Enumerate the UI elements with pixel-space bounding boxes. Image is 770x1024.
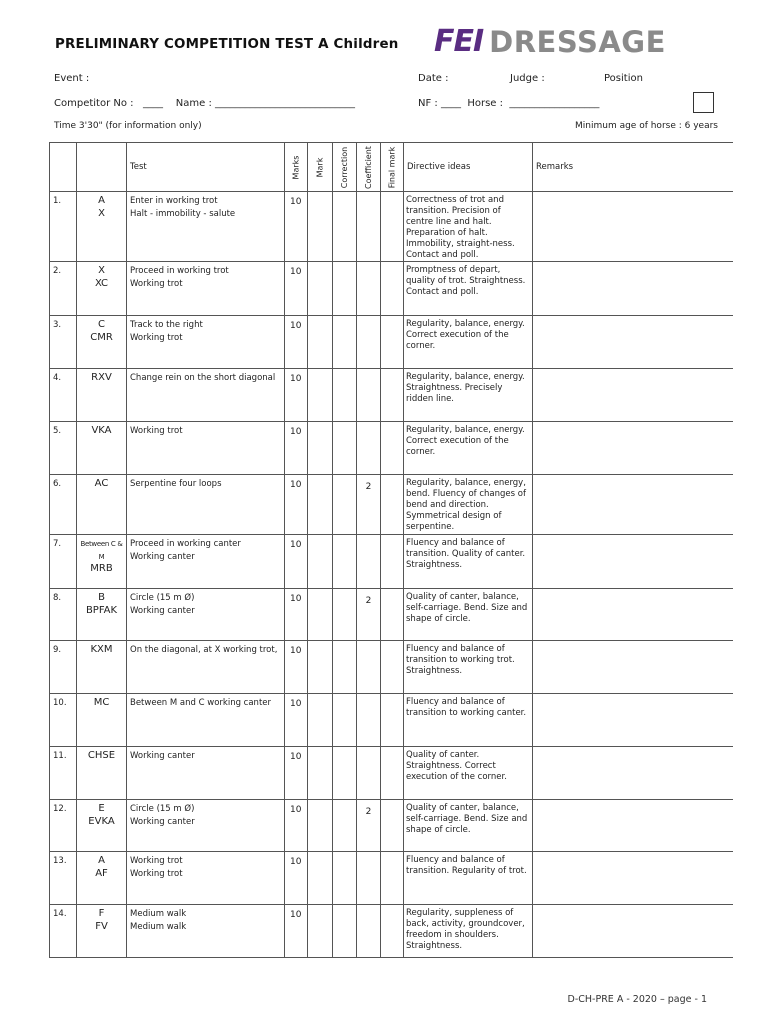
mark-cell[interactable] [308,589,333,641]
table-row [50,905,734,958]
directive-ideas: Fluency and balance of transition. Quality of canter. Straightness. [404,535,533,589]
test-line-1: Circle (15 m Ø) [130,804,195,814]
coefficient-cell [357,535,381,589]
test-line-1: Track to the right [130,320,203,330]
correction-cell[interactable] [333,589,357,641]
fei-dressage-logo [434,24,666,60]
logo-fei: FEI [434,24,484,59]
movement-letter-1: C [98,319,105,330]
header-directive: Directive ideas [404,143,533,192]
table-row [50,800,734,852]
header-marks: Marks [285,143,308,192]
test-description [127,694,285,747]
test-line-2: Medium walk [130,921,187,932]
directive-ideas: Quality of canter. Straightness. Correct execution of the corner. [404,747,533,800]
page-title: PRELIMINARY COMPETITION TEST A Children [55,37,399,52]
movement-letter-1: F [98,908,105,919]
table-header-row [50,143,734,192]
test-line-2: Working trot [130,278,183,289]
max-marks: 10 [285,747,308,800]
test-line-1: Between M and C working canter [130,698,272,708]
row-number: 10. [50,694,77,747]
test-description [127,905,285,958]
test-line-1: Circle (15 m Ø) [130,593,195,603]
correction-cell[interactable] [333,852,357,905]
remarks-cell[interactable] [533,535,734,589]
final-mark-cell[interactable] [381,747,404,800]
correction-cell[interactable] [333,369,357,422]
row-number: 7. [50,535,77,589]
header-mark: Mark [308,143,333,192]
test-description [127,589,285,641]
table-row [50,852,734,905]
coefficient-cell [357,641,381,694]
movement-letters [77,535,127,589]
test-description [127,800,285,852]
test-description [127,192,285,262]
final-mark-cell[interactable] [381,422,404,475]
test-line-1: Medium walk [130,909,187,919]
movement-letter-1: A [98,855,105,866]
test-line-2: Working canter [130,605,195,616]
coefficient-cell [357,316,381,369]
logo-dressage: DRESSAGE [489,24,666,59]
mark-cell[interactable] [308,747,333,800]
correction-cell[interactable] [333,535,357,589]
table-row [50,262,734,316]
directive-ideas: Quality of canter, balance, self-carriage. Bend. Size and shape of circle. [404,589,533,641]
header-coefficient: Coefficient [357,143,381,192]
table-row [50,535,734,589]
movement-letter-2: EVKA [88,815,115,827]
remarks-cell[interactable] [533,852,734,905]
test-line-1: On the diagonal, at X working trot, [130,645,278,655]
movement-letter-2: MRB [90,563,113,574]
movement-letters [77,422,127,475]
header-test: Test [127,143,285,192]
test-line-2: Halt - immobility - salute [130,208,236,219]
movement-letters [77,369,127,422]
time-note: Time 3'30" (for information only) [54,121,202,131]
directive-ideas: Regularity, balance, energy, bend. Fluency of changes of bend and direction. Symmetrical design of serpentine. [404,475,533,535]
test-description [127,641,285,694]
directive-ideas: Regularity, balance, energy. Straightness. Precisely ridden line. [404,369,533,422]
table-row [50,192,734,262]
directive-ideas: Fluency and balance of transition to working trot. Straightness. [404,641,533,694]
remarks-cell[interactable] [533,192,734,262]
table-row [50,475,734,535]
remarks-cell[interactable] [533,369,734,422]
remarks-cell[interactable] [533,475,734,535]
position-label: Position [604,73,643,84]
correction-cell[interactable] [333,747,357,800]
mark-cell[interactable] [308,422,333,475]
max-marks: 10 [285,852,308,905]
movement-letter-1: Between C & M [80,540,123,561]
remarks-cell[interactable] [533,422,734,475]
mark-cell[interactable] [308,694,333,747]
correction-cell[interactable] [333,694,357,747]
test-line-2: Working canter [130,816,195,827]
movement-letter-1: B [98,592,105,603]
table-row [50,422,734,475]
final-mark-cell[interactable] [381,641,404,694]
movement-letter-2: BPFAK [85,604,118,616]
test-line-1: Change rein on the short diagonal [130,373,276,383]
final-mark-cell[interactable] [381,905,404,958]
movement-letter-2: AF [95,867,108,879]
header-movement [77,143,127,192]
competitor-line: Competitor No : ____ Name : ____________________________ [54,98,355,109]
movement-letter-2: XC [94,277,109,289]
max-marks: 10 [285,589,308,641]
header-correction: Correction [333,143,357,192]
coefficient-cell: 2 [357,475,381,535]
coefficient-cell [357,694,381,747]
directive-ideas: Correctness of trot and transition. Precision of centre line and halt. Preparation of halt. Immobility, straight-ness. Contact and poll. [404,192,533,262]
row-number: 6. [50,475,77,535]
judge-label: Judge : [510,73,545,84]
row-number: 9. [50,641,77,694]
final-mark-cell[interactable] [381,475,404,535]
movement-letter-1: AC [94,478,109,489]
row-number: 8. [50,589,77,641]
test-line-1: Working trot [130,856,183,866]
movement-letters [77,905,127,958]
max-marks: 10 [285,694,308,747]
table-row [50,369,734,422]
max-marks: 10 [285,905,308,958]
movement-letters [77,641,127,694]
directive-ideas: Fluency and balance of transition. Regularity of trot. [404,852,533,905]
test-line-1: Working trot [130,426,183,436]
mark-cell[interactable] [308,316,333,369]
remarks-cell[interactable] [533,262,734,316]
directive-ideas: Fluency and balance of transition to working canter. [404,694,533,747]
correction-cell[interactable] [333,192,357,262]
test-description [127,475,285,535]
max-marks: 10 [285,422,308,475]
movement-letter-2: FV [95,920,108,932]
header-num [50,143,77,192]
movement-letter-1: X [98,265,105,276]
mark-cell[interactable] [308,800,333,852]
coefficient-cell: 2 [357,589,381,641]
movement-letter-2: CMR [90,331,113,343]
test-description [127,747,285,800]
mark-cell[interactable] [308,475,333,535]
test-line-2: Working trot [130,332,183,343]
correction-cell[interactable] [333,641,357,694]
test-description [127,262,285,316]
movement-letters [77,747,127,800]
coefficient-cell [357,747,381,800]
remarks-cell[interactable] [533,694,734,747]
event-label: Event : [54,73,90,84]
directive-ideas: Regularity, suppleness of back, activity, groundcover, freedom in shoulders. Straightness. [404,905,533,958]
coefficient-cell [357,852,381,905]
table-row [50,694,734,747]
coefficient-cell [357,192,381,262]
min-age-note: Minimum age of horse : 6 years [575,121,718,131]
mark-cell[interactable] [308,852,333,905]
max-marks: 10 [285,316,308,369]
coefficient-cell [357,422,381,475]
final-mark-cell[interactable] [381,369,404,422]
final-mark-cell[interactable] [381,262,404,316]
coefficient-cell [357,262,381,316]
max-marks: 10 [285,475,308,535]
correction-cell[interactable] [333,800,357,852]
row-number: 13. [50,852,77,905]
row-number: 4. [50,369,77,422]
score-table [49,142,733,958]
remarks-cell[interactable] [533,747,734,800]
final-mark-cell[interactable] [381,852,404,905]
movement-letters [77,262,127,316]
directive-ideas: Quality of canter, balance, self-carriage. Bend. Size and shape of circle. [404,800,533,852]
page-footer: D-CH-PRE A - 2020 – page - 1 [567,994,707,1005]
row-number: 14. [50,905,77,958]
row-number: 1. [50,192,77,262]
movement-letter-1: CHSE [87,750,116,761]
nf-horse-line: NF : ____ Horse : __________________ [418,98,600,109]
remarks-cell[interactable] [533,905,734,958]
date-label: Date : [418,73,449,84]
test-description [127,369,285,422]
max-marks: 10 [285,192,308,262]
movement-letters [77,316,127,369]
mark-cell[interactable] [308,369,333,422]
test-line-1: Serpentine four loops [130,479,222,489]
final-mark-cell[interactable] [381,316,404,369]
table-row [50,747,734,800]
test-line-1: Enter in working trot [130,196,218,206]
movement-letters [77,852,127,905]
movement-letter-1: VKA [91,425,112,436]
test-line-2: Working canter [130,551,195,562]
movement-letter-1: E [98,803,105,814]
final-mark-cell[interactable] [381,800,404,852]
final-mark-cell[interactable] [381,589,404,641]
max-marks: 10 [285,535,308,589]
table-row [50,316,734,369]
test-line-1: Working canter [130,751,195,761]
coefficient-cell: 2 [357,800,381,852]
mark-cell[interactable] [308,905,333,958]
row-number: 12. [50,800,77,852]
mark-cell[interactable] [308,192,333,262]
mark-cell[interactable] [308,641,333,694]
movement-letter-1: MC [93,697,110,708]
coefficient-cell [357,905,381,958]
final-mark-cell[interactable] [381,535,404,589]
mark-cell[interactable] [308,535,333,589]
max-marks: 10 [285,800,308,852]
directive-ideas: Regularity, balance, energy. Correct execution of the corner. [404,316,533,369]
header-remarks: Remarks [533,143,734,192]
test-description [127,852,285,905]
correction-cell[interactable] [333,316,357,369]
movement-letters [77,800,127,852]
table-row [50,589,734,641]
header-final-mark: Final mark [381,143,404,192]
remarks-cell[interactable] [533,641,734,694]
table-row [50,641,734,694]
remarks-cell[interactable] [533,589,734,641]
remarks-cell[interactable] [533,316,734,369]
mark-cell[interactable] [308,262,333,316]
row-number: 2. [50,262,77,316]
movement-letter-2: X [98,207,105,219]
test-line-1: Proceed in working canter [130,539,241,549]
max-marks: 10 [285,641,308,694]
test-description [127,316,285,369]
correction-cell[interactable] [333,475,357,535]
test-description [127,535,285,589]
max-marks: 10 [285,369,308,422]
test-line-1: Proceed in working trot [130,266,229,276]
movement-letter-1: KXM [90,644,113,655]
row-number: 11. [50,747,77,800]
movement-letters [77,589,127,641]
directive-ideas: Regularity, balance, energy. Correct execution of the corner. [404,422,533,475]
coefficient-cell [357,369,381,422]
result-checkbox[interactable] [693,92,714,113]
row-number: 3. [50,316,77,369]
correction-cell[interactable] [333,905,357,958]
correction-cell[interactable] [333,422,357,475]
remarks-cell[interactable] [533,800,734,852]
score-table-wrap [49,142,733,967]
row-number: 5. [50,422,77,475]
final-mark-cell[interactable] [381,694,404,747]
movement-letter-1: RXV [91,372,112,383]
movement-letters [77,192,127,262]
max-marks: 10 [285,262,308,316]
movement-letter-1: A [98,195,105,206]
test-line-2: Working trot [130,868,183,879]
movement-letters [77,694,127,747]
correction-cell[interactable] [333,262,357,316]
test-description [127,422,285,475]
movement-letters [77,475,127,535]
directive-ideas: Promptness of depart, quality of trot. Straightness. Contact and poll. [404,262,533,316]
final-mark-cell[interactable] [381,192,404,262]
